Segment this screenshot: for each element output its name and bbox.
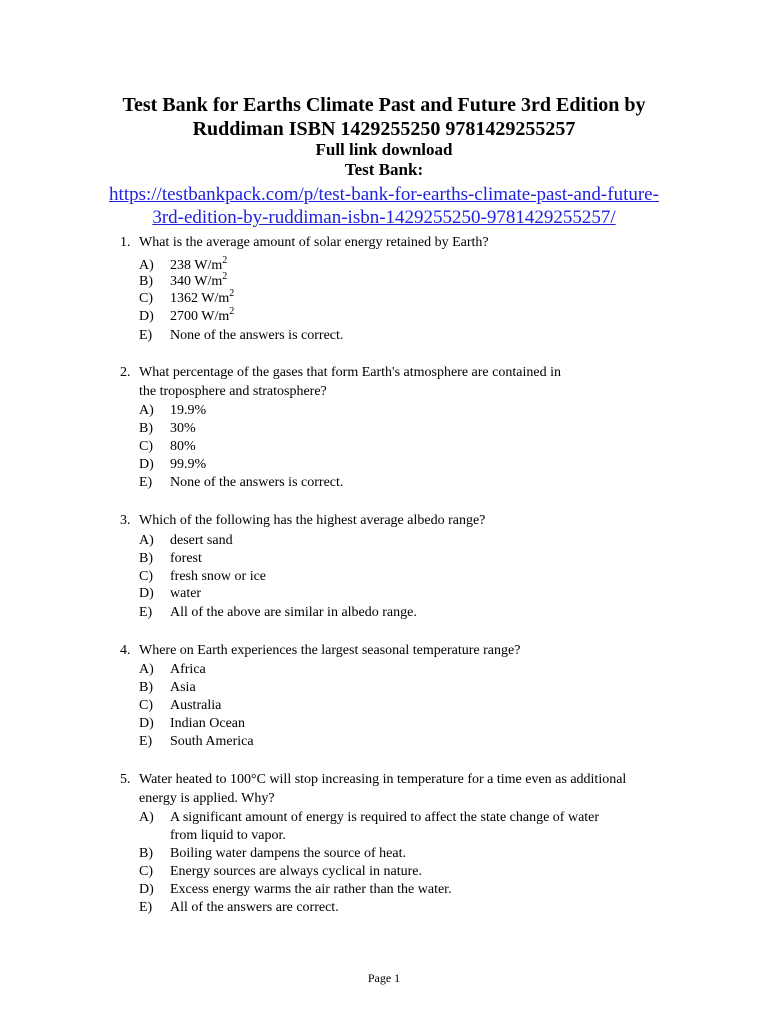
option-letter: D) [139, 586, 154, 601]
option-text: 99.9% [170, 457, 207, 472]
document-title-line-1: Test Bank for Earths Climate Past and Future 3rd Edition by [122, 94, 646, 116]
option-letter: A) [139, 258, 154, 273]
option-letter: E) [139, 328, 153, 343]
option-text: 1362 $W/m^2$ [170, 288, 235, 306]
page-number: Page 1 [367, 971, 401, 985]
option-letter: A) [139, 403, 154, 418]
option-text: desert sand [170, 533, 233, 548]
option-letter: B) [139, 846, 153, 861]
question-text: the troposphere and stratosphere? [139, 384, 327, 399]
option-letter: C) [139, 439, 153, 454]
question-text: What percentage of the gases that form Earth's atmosphere are contained in [139, 365, 561, 380]
option-text: Excess energy warms the air rather than the water. [170, 882, 452, 897]
option-text: 2700 $W/m^2$ [170, 306, 235, 324]
option-text-continued: from liquid to vapor. [170, 828, 286, 843]
superscript: 2 [229, 306, 235, 317]
question-number: 2. [120, 365, 131, 380]
option-letter: A) [139, 810, 154, 825]
option-letter: A) [139, 533, 154, 548]
question-text: Where on Earth experiences the largest seasonal temperature range? [139, 643, 521, 658]
question-text: Water heated to 100°C will stop increasing in temperature for a time even as additional [139, 772, 627, 787]
option-letter: D) [139, 457, 154, 472]
option-letter: B) [139, 274, 153, 289]
option-letter: E) [139, 734, 153, 749]
option-text: Africa [170, 662, 206, 677]
option-letter: E) [139, 475, 153, 490]
document-title-line-2: Ruddiman ISBN 1429255250 9781429255257 [192, 118, 576, 140]
option-text: Asia [170, 680, 196, 695]
option-letter: C) [139, 291, 153, 306]
option-text: 238 $W/m^2$ [170, 255, 228, 273]
superscript: 2 [222, 255, 228, 266]
option-text: 19.9% [170, 403, 207, 418]
option-text: 80% [170, 439, 196, 454]
option-letter: D) [139, 309, 154, 324]
option-text: water [170, 586, 202, 601]
option-text: 30% [170, 421, 196, 436]
option-text: Energy sources are always cyclical in nature. [170, 864, 423, 879]
option-text: All of the answers are correct. [170, 900, 339, 915]
option-text: Indian Ocean [170, 716, 246, 731]
option-letter: B) [139, 680, 153, 695]
option-letter: D) [139, 882, 154, 897]
option-letter: C) [139, 698, 153, 713]
option-text: fresh snow or ice [170, 569, 267, 584]
question-text: What is the average amount of solar energy retained by Earth? [139, 235, 489, 250]
full-link-label: Full link download [315, 140, 453, 159]
download-link-line-2[interactable]: 3rd-edition-by-ruddiman-isbn-1429255250-9781429255257/ [152, 207, 616, 228]
question-number: 5. [120, 772, 131, 787]
question-number: 4. [120, 643, 131, 658]
question-number: 3. [120, 513, 131, 528]
option-letter: A) [139, 662, 154, 677]
option-letter: E) [139, 605, 153, 620]
superscript: 2 [222, 271, 228, 282]
question-text: energy is applied. Why? [139, 791, 275, 806]
option-text: A significant amount of energy is required to affect the state change of water [170, 810, 600, 825]
option-text: None of the answers is correct. [170, 328, 344, 343]
option-letter: D) [139, 716, 154, 731]
test-bank-label: Test Bank: [344, 160, 424, 179]
option-text: 340 $W/m^2$ [170, 271, 228, 289]
option-letter: E) [139, 900, 153, 915]
option-text: forest [170, 551, 202, 566]
option-letter: B) [139, 421, 153, 436]
option-text: South America [170, 734, 254, 749]
download-link-line-1[interactable]: https://testbankpack.com/p/test-bank-for-earths-climate-past-and-future- [109, 184, 659, 205]
option-letter: C) [139, 569, 153, 584]
superscript: 2 [229, 288, 235, 299]
option-text: None of the answers is correct. [170, 475, 344, 490]
option-text: Australia [170, 698, 222, 713]
option-text: Boiling water dampens the source of heat. [170, 846, 406, 861]
question-text: Which of the following has the highest average albedo range? [139, 513, 486, 528]
option-letter: C) [139, 864, 153, 879]
question-number: 1. [120, 235, 131, 250]
option-text: All of the above are similar in albedo range. [170, 605, 417, 620]
option-letter: B) [139, 551, 153, 566]
